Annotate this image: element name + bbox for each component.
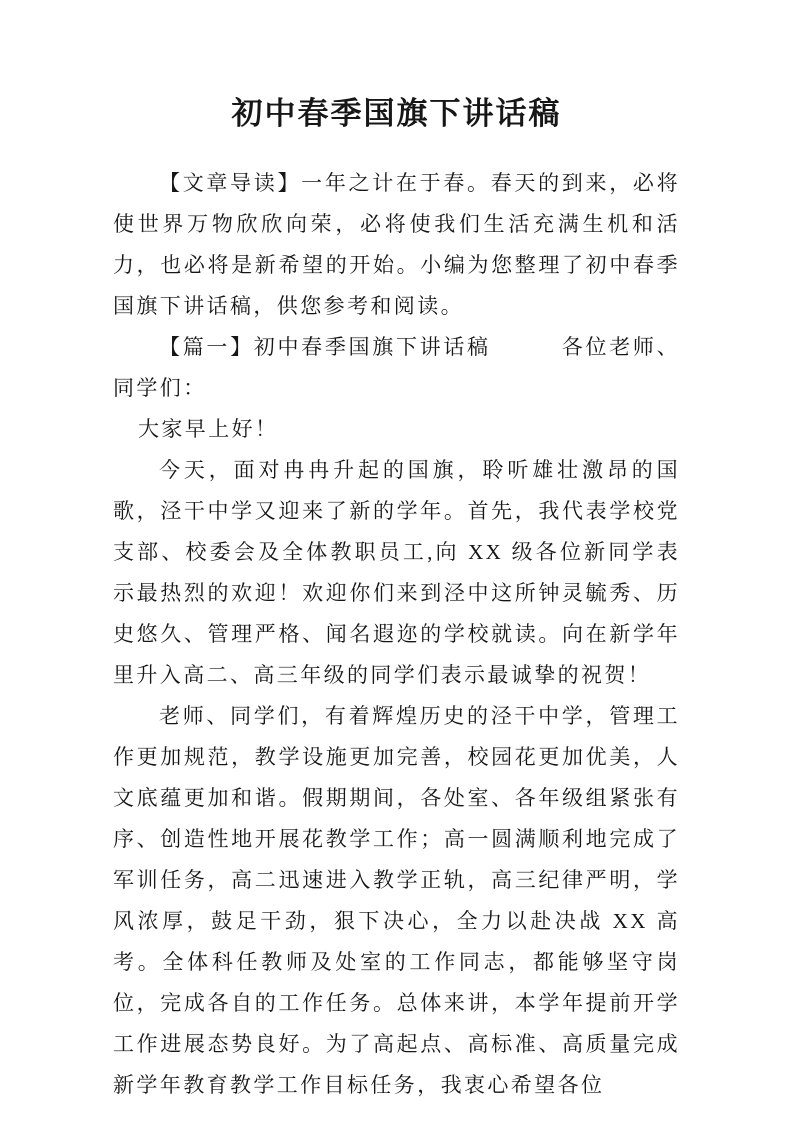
document-title: 初中春季国旗下讲话稿 — [231, 96, 562, 131]
paragraph-section-heading: 【篇一】初中春季国旗下讲话稿 各位老师、同学们： — [113, 335, 680, 400]
document-body — [113, 163, 680, 1106]
paragraph-greeting: 大家早上好！ — [138, 417, 279, 441]
paragraph-school-report: 老师、同学们，有着辉煌历史的泾干中学，管理工作更加规范，教学设施更加完善，校园花更加优美，人文底蕴更加和谐。假期期间，各处室、各年级组紧张有序、创造性地开展花教学工作；高一圆满顺利地完成了军训任务，高二迅速进入教学正轨，高三纪律严明，学风浓厚，鼓足干劲，狠下决心，全力以赴决战 XX 高考。全体科任教师及处室的工作同志，都能够坚守岗位，完成各自的工作任务。总体来讲，本学年提前开学工作进展态势良好。为了高起点、高标准、高质量完成新学年教育教学工作目标任务，我衷心希望各位 — [113, 704, 680, 1097]
paragraph-intro: 【文章导读】一年之计在于春。春天的到来，必将使世界万物欣欣向荣，必将使我们生活充满生机和活力，也必将是新希望的开始。小编为您整理了初中春季国旗下讲话稿，供您参考和阅读。 — [113, 171, 680, 318]
paragraph-welcome: 今天，面对冉冉升起的国旗，聆听雄壮激昂的国歌，泾干中学又迎来了新的学年。首先，我代表学校党支部、校委会及全体教职员工,向 XX 级各位新同学表示最热烈的欢迎！欢迎你们来到泾中这所钟灵毓秀、历史悠久、管理严格、闻名遐迩的学校就读。向在新学年里升入高二、高三年级的同学们表示最诚挚的祝贺！ — [113, 458, 680, 687]
